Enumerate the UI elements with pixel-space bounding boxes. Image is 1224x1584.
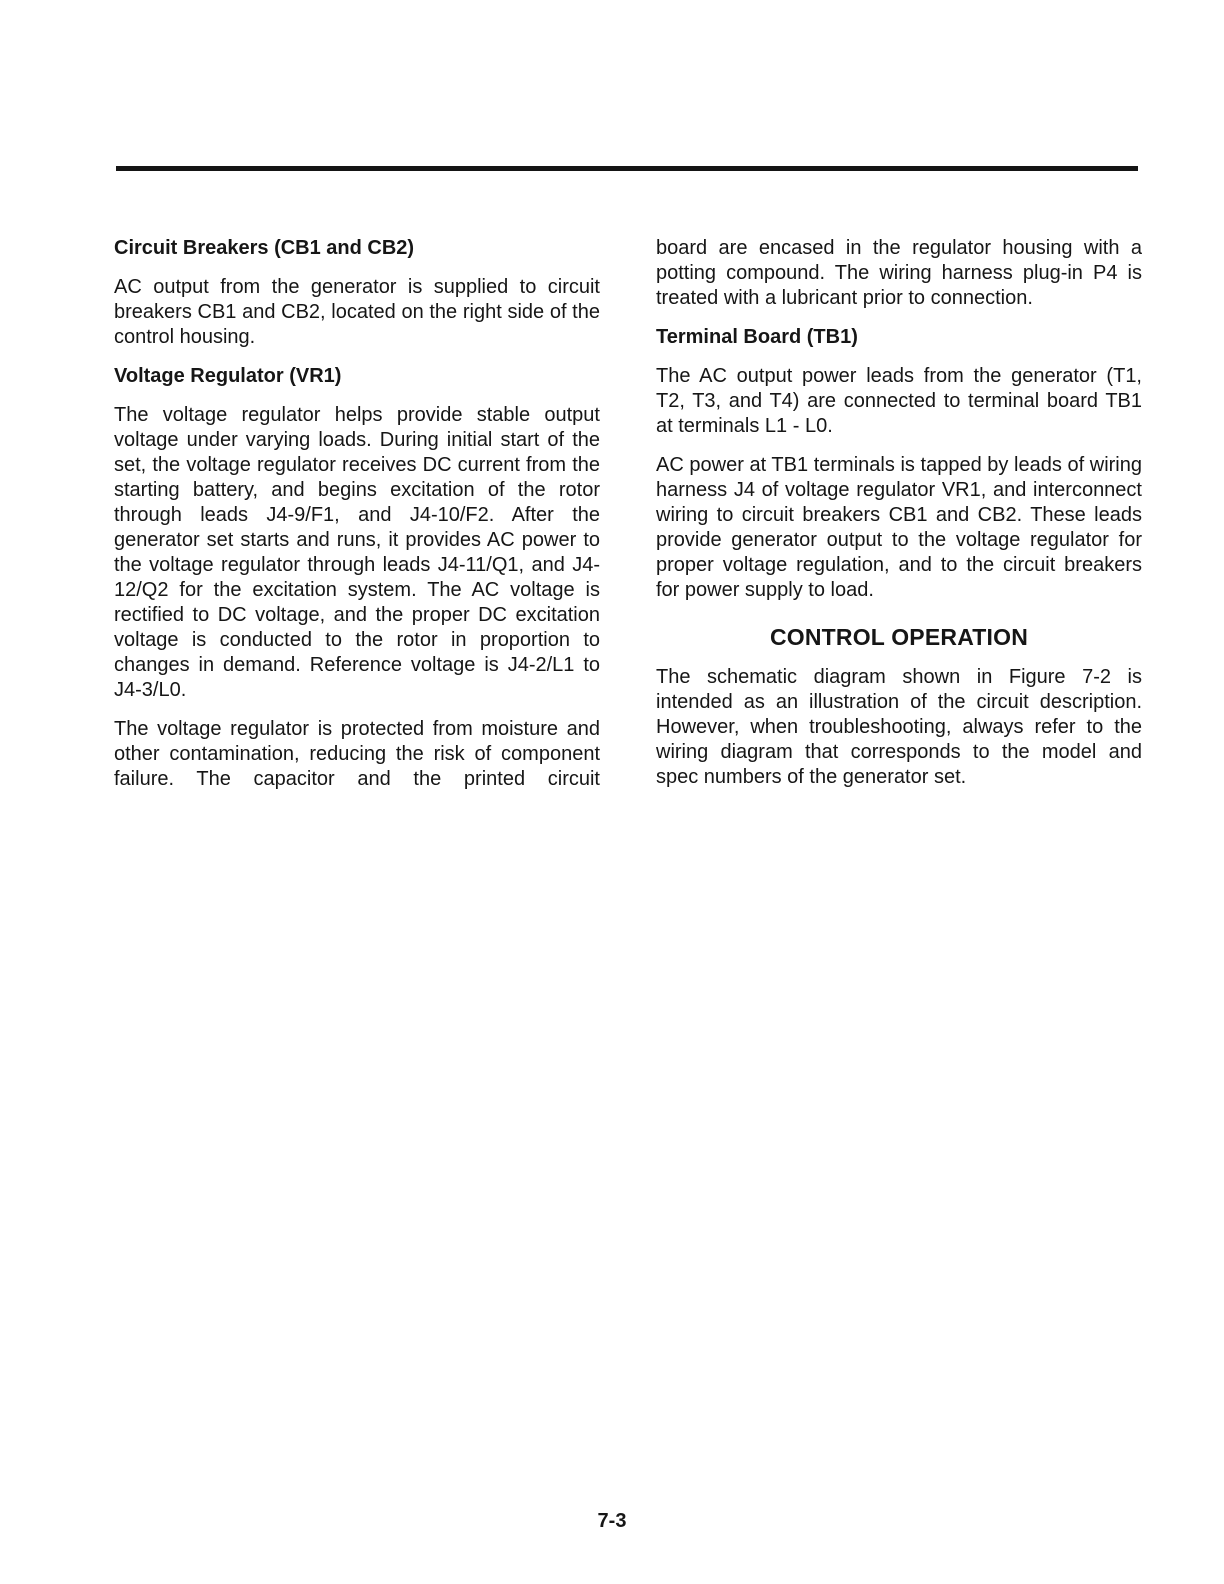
control-operation-title: CONTROL OPERATION (769, 624, 1029, 650)
right-column (656, 236, 1142, 804)
left-column (114, 236, 600, 806)
voltage-regulator-heading: Voltage Regulator (VR1) (114, 365, 342, 387)
page-number: 7-3 (597, 1510, 627, 1532)
circuit-breakers-paragraph: AC output from the generator is supplied to circuit breakers CB1 and CB2, located on the right side of the control housing. (114, 276, 600, 348)
terminal-board-heading: Terminal Board (TB1) (656, 326, 858, 348)
voltage-regulator-paragraph-1: The voltage regulator helps provide stable output voltage under varying loads. During initial start of the set, the voltage regulator receives DC current from the starting battery, and begins excitation of the rotor through leads J4-9/F1, and J4-10/F2. After the generator set starts and runs, it provides AC power to the voltage regulator through leads J4-11/Q1, and J4-12/Q2 for the excitation system. The AC voltage is rectified to DC voltage, and the proper DC excitation voltage is conducted to the rotor in proportion to changes in demand. Reference voltage is J4-2/L1 to J4-3/L0. (114, 404, 600, 701)
terminal-board-paragraph-1: The AC output power leads from the generator (T1, T2, T3, and T4) are connected to terminal board TB1 at terminals L1 - L0. (656, 365, 1142, 437)
header-rule (116, 166, 1138, 171)
circuit-breakers-heading: Circuit Breakers (CB1 and CB2) (114, 237, 415, 259)
control-operation-paragraph: The schematic diagram shown in Figure 7-2 is intended as an illustration of the circuit description. However, when troubleshooting, always refer to the wiring diagram that corresponds to the model and spec numbers of the generator set. (656, 666, 1142, 788)
voltage-regulator-paragraph-2-continued: board are encased in the regulator housing with a potting compound. The wiring harness plug-in P4 is treated with a lubricant prior to connection. (656, 237, 1142, 309)
voltage-regulator-paragraph-2: The voltage regulator is protected from moisture and other contamination, reducing the risk of component failure. The capacitor and the printed circuit (114, 718, 600, 790)
terminal-board-paragraph-2: AC power at TB1 terminals is tapped by leads of wiring harness J4 of voltage regulator VR1, and interconnect wiring to circuit breakers CB1 and CB2. These leads provide generator output to the voltage regulator for proper voltage regulation, and to the circuit breakers for power supply to load. (656, 454, 1142, 601)
